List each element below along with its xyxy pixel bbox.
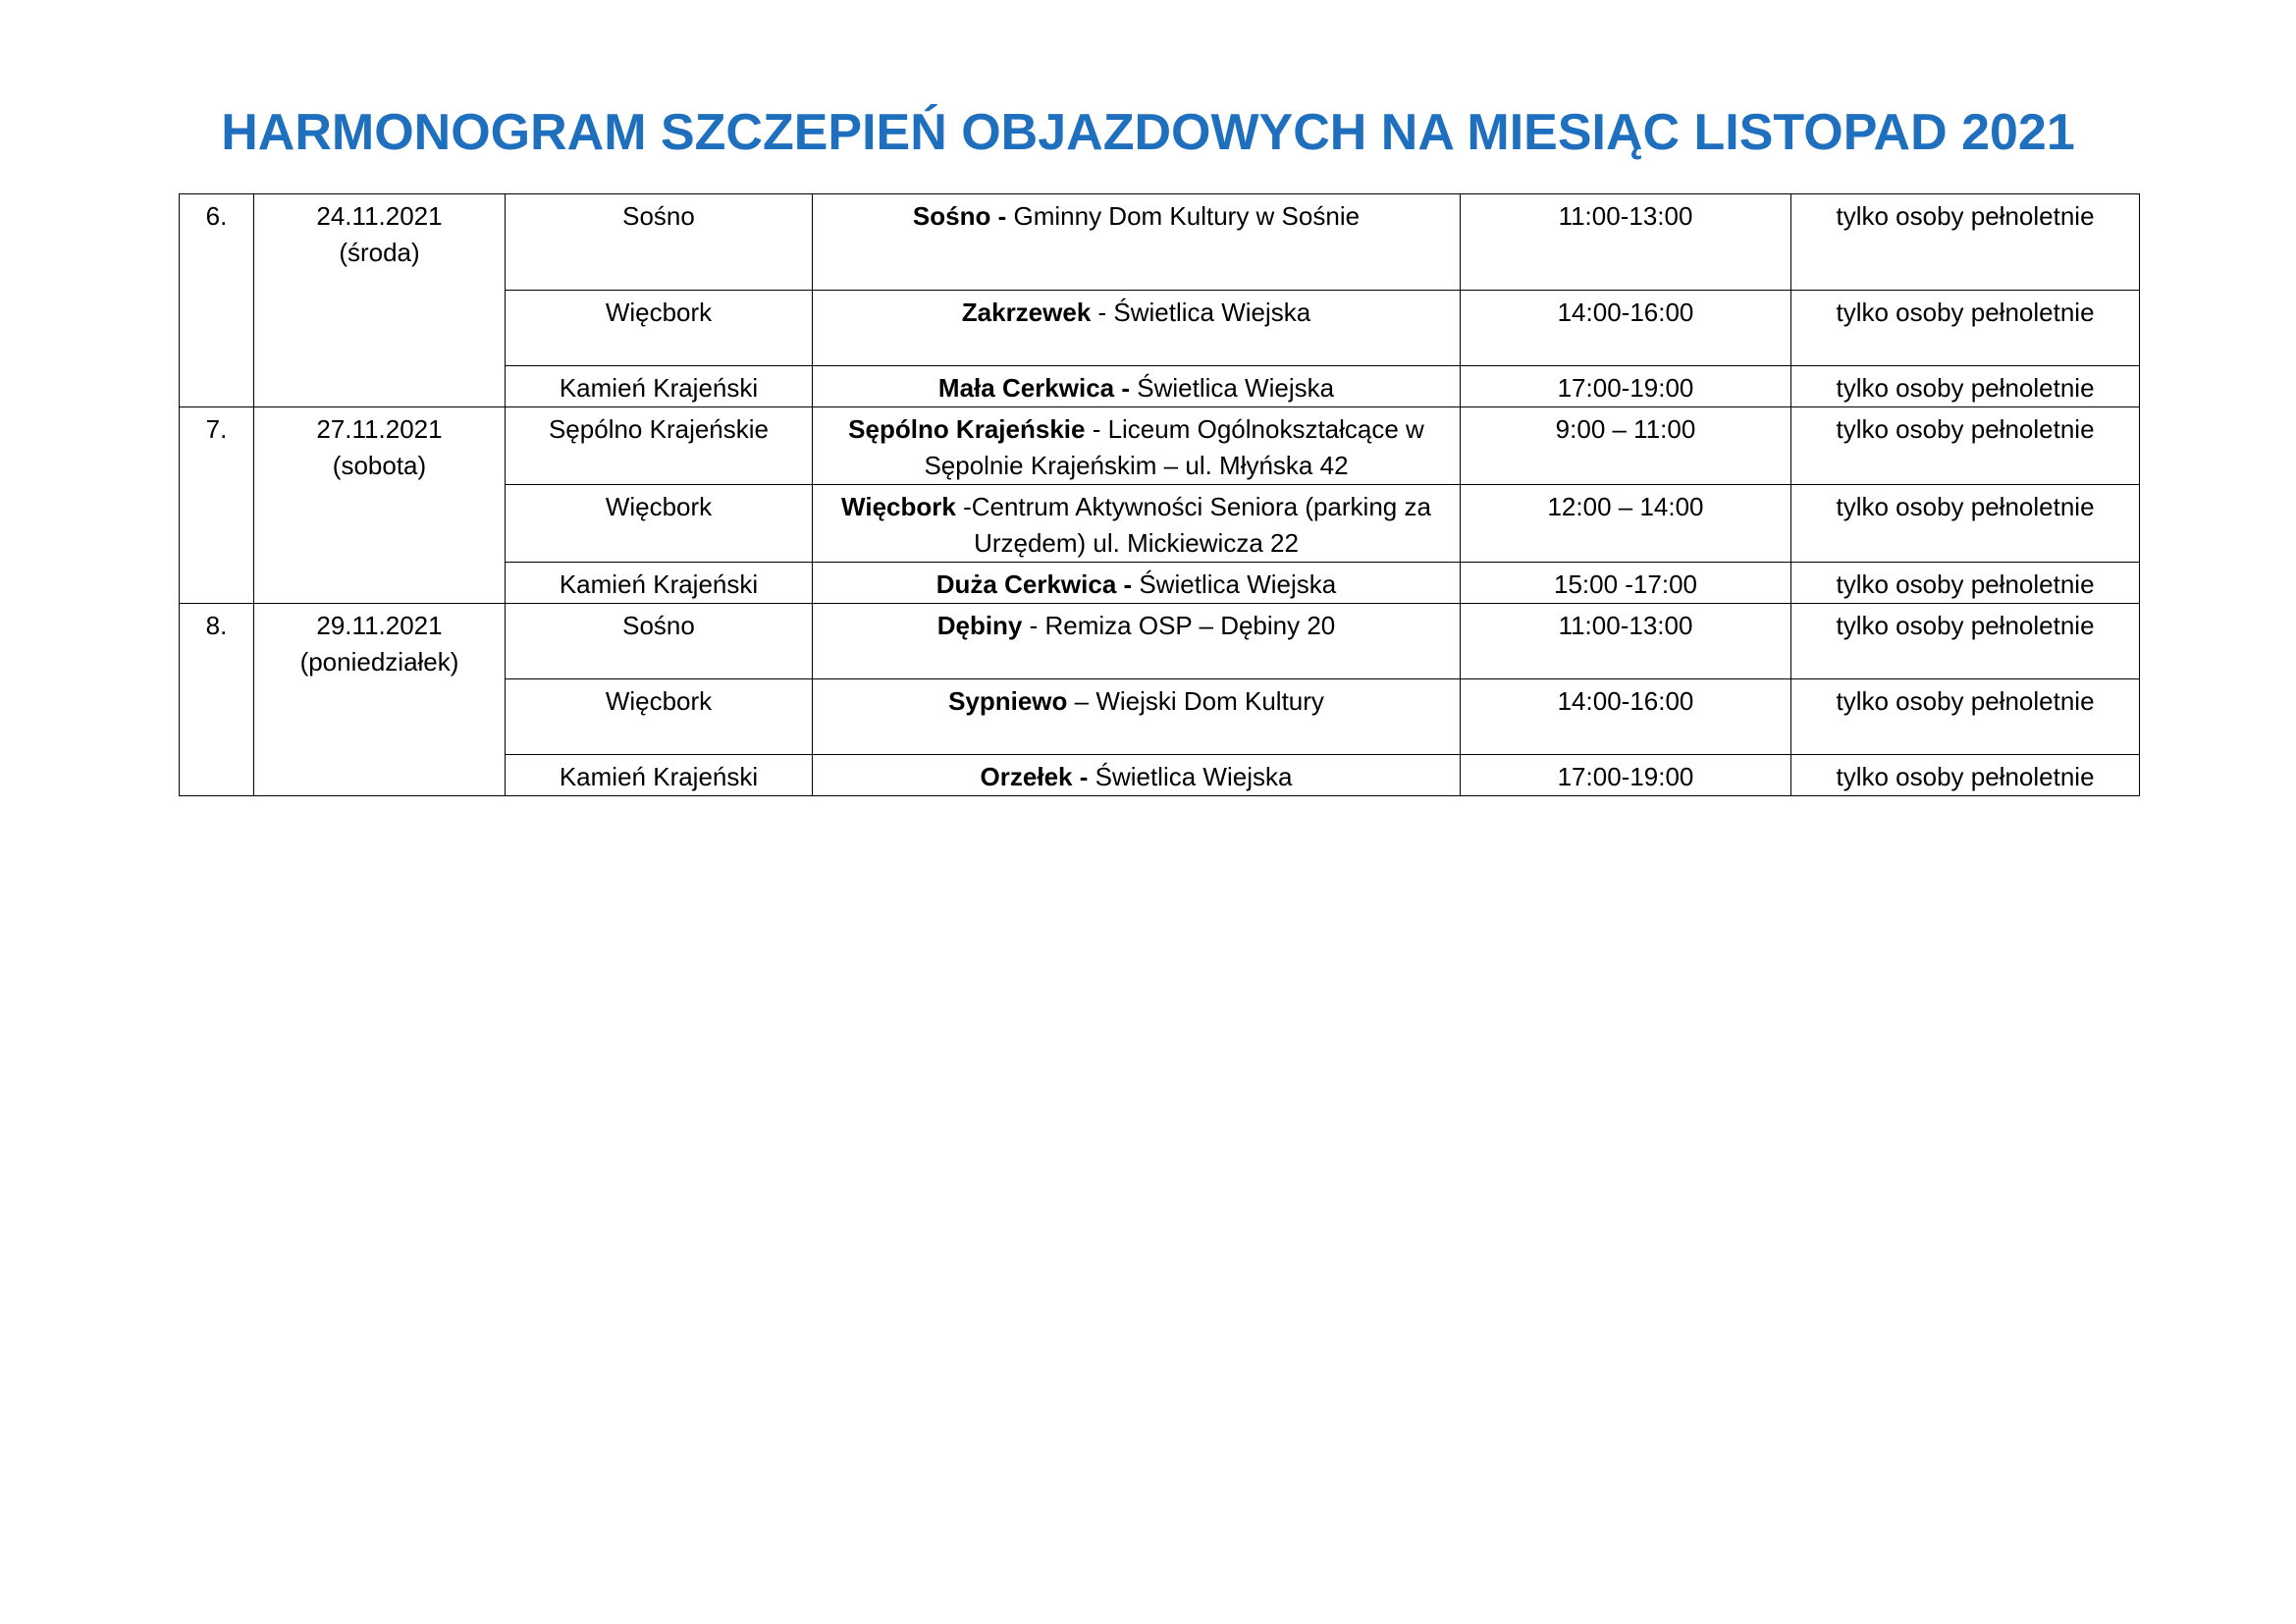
- weekday-text: (sobota): [332, 451, 427, 480]
- gmina-cell: Sępólno Krajeńskie: [506, 407, 813, 485]
- weekday-text: (środa): [339, 238, 420, 267]
- eligibility-cell: tylko osoby pełnoletnie: [1791, 755, 2140, 796]
- gmina-cell: Kamień Krajeński: [506, 563, 813, 604]
- place-cell: [813, 291, 1461, 366]
- place-detail: -Centrum Aktywności Seniora (parking za Urzędem) ul. Mickiewicza 22: [955, 492, 1431, 558]
- date-text: 29.11.2021: [316, 611, 443, 640]
- date-cell: [254, 604, 506, 796]
- gmina-cell: Sośno: [506, 194, 813, 291]
- place-detail: - Świetlica Wiejska: [1091, 298, 1311, 327]
- date-cell: [254, 194, 506, 407]
- time-cell: 11:00-13:00: [1461, 194, 1791, 291]
- time-cell: 17:00-19:00: [1461, 755, 1791, 796]
- eligibility-cell: tylko osoby pełnoletnie: [1791, 485, 2140, 563]
- gmina-cell: Kamień Krajeński: [506, 755, 813, 796]
- time-cell: 15:00 -17:00: [1461, 563, 1791, 604]
- date-cell: [254, 407, 506, 604]
- place-name: Sośno -: [912, 201, 1007, 231]
- place-name: Sypniewo: [948, 686, 1068, 716]
- eligibility-cell: tylko osoby pełnoletnie: [1791, 407, 2140, 485]
- time-cell: 11:00-13:00: [1461, 604, 1791, 679]
- gmina-cell: Kamień Krajeński: [506, 366, 813, 407]
- place-cell: [813, 755, 1461, 796]
- schedule-table: [179, 193, 2140, 796]
- eligibility-cell: tylko osoby pełnoletnie: [1791, 563, 2140, 604]
- date-text: 27.11.2021: [316, 414, 443, 444]
- place-cell: [813, 366, 1461, 407]
- gmina-cell: Sośno: [506, 604, 813, 679]
- eligibility-cell: tylko osoby pełnoletnie: [1791, 291, 2140, 366]
- place-name: Duża Cerkwica -: [935, 569, 1133, 599]
- date-text: 24.11.2021: [316, 201, 443, 231]
- page-title: HARMONOGRAM SZCZEPIEŃ OBJAZDOWYCH NA MIESIĄC LISTOPAD 2021: [221, 104, 2075, 161]
- weekday-text: (poniedziałek): [299, 647, 459, 677]
- place-name: Dębiny: [936, 611, 1023, 640]
- table-row: [180, 407, 2140, 485]
- place-cell: [813, 407, 1461, 485]
- row-number: 7.: [180, 407, 254, 604]
- place-name: Więcbork: [841, 492, 956, 521]
- place-cell: [813, 563, 1461, 604]
- table-row: [180, 194, 2140, 291]
- gmina-cell: Więcbork: [506, 679, 813, 755]
- row-number: 6.: [180, 194, 254, 407]
- place-detail: Świetlica Wiejska: [1130, 373, 1335, 403]
- row-number: 8.: [180, 604, 254, 796]
- place-cell: [813, 485, 1461, 563]
- time-cell: 9:00 – 11:00: [1461, 407, 1791, 485]
- place-detail: - Remiza OSP – Dębiny 20: [1022, 611, 1336, 640]
- place-detail: Świetlica Wiejska: [1088, 762, 1293, 791]
- eligibility-cell: tylko osoby pełnoletnie: [1791, 679, 2140, 755]
- eligibility-cell: tylko osoby pełnoletnie: [1791, 194, 2140, 291]
- place-name: Orzełek -: [980, 762, 1089, 791]
- place-name: Sępólno Krajeńskie: [848, 414, 1086, 444]
- place-cell: [813, 679, 1461, 755]
- time-cell: 17:00-19:00: [1461, 366, 1791, 407]
- place-cell: [813, 194, 1461, 291]
- place-name: Mała Cerkwica -: [937, 373, 1131, 403]
- place-cell: [813, 604, 1461, 679]
- time-cell: 12:00 – 14:00: [1461, 485, 1791, 563]
- place-detail: - Liceum Ogólnokształcące w Sępolnie Krajeńskim – ul. Młyńska 42: [924, 414, 1424, 480]
- time-cell: 14:00-16:00: [1461, 291, 1791, 366]
- eligibility-cell: tylko osoby pełnoletnie: [1791, 604, 2140, 679]
- time-cell: 14:00-16:00: [1461, 679, 1791, 755]
- place-detail: – Wiejski Dom Kultury: [1067, 686, 1324, 716]
- table-row: [180, 604, 2140, 679]
- place-detail: Świetlica Wiejska: [1132, 569, 1337, 599]
- gmina-cell: Więcbork: [506, 291, 813, 366]
- gmina-cell: Więcbork: [506, 485, 813, 563]
- place-detail: Gminny Dom Kultury w Sośnie: [1006, 201, 1361, 231]
- eligibility-cell: tylko osoby pełnoletnie: [1791, 366, 2140, 407]
- place-name: Zakrzewek: [961, 298, 1092, 327]
